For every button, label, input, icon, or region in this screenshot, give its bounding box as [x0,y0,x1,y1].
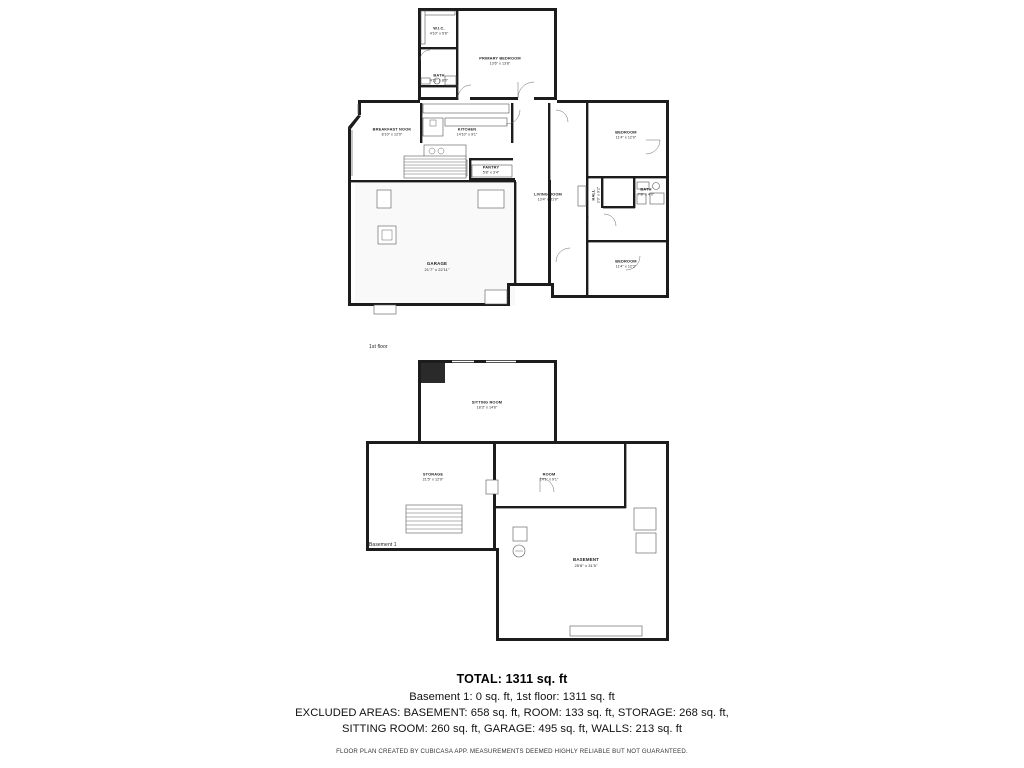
room-label-sitting-room: SITTING ROOM 18'3" x 14'6" [471,399,503,410]
room-label-bath-2: BATH 7'8" x 4'0" [637,186,655,197]
room-label-room: ROOM 14'1" x 9'1" [539,471,559,482]
excluded-areas-line-1: EXCLUDED AREAS: BASEMENT: 658 sq. ft, ROOM: 133 sq. ft, STORAGE: 268 sq. ft, [295,707,729,720]
basement-interiors [366,366,656,636]
credit-text: FLOOR PLAN CREATED BY CUBICASA APP. MEASUREMENTS DEEMED HIGHLY RELIABLE BUT NOT GUARANTEED. [336,747,688,755]
room-label-wic: W.I.C. 4'10" x 5'6" [429,25,449,36]
first-floor-group [348,8,669,314]
room-label-primary-bath: BATH 4'11" x 8'0" [429,72,449,83]
floor-caption-first: 1st floor [369,344,388,350]
room-label-bedroom-1: BEDROOM 11'4" x 12'9" [615,129,637,140]
floor-breakdown: Basement 1: 0 sq. ft, 1st floor: 1311 sq. ft [409,691,615,703]
room-label-hall: HALL 3'3" x 9'2" [590,186,601,204]
room-label-breakfast-nook: BREAKFAST NOOK 8'10" x 12'9" [372,126,412,137]
stairs-basement [406,505,462,533]
room-label-bedroom-2: BEDROOM 11'4" x 12'3" [615,258,637,269]
room-label-pantry: PANTRY 5'8" x 3'4" [482,164,500,175]
room-label-storage: STORAGE 21'5" x 12'9" [422,471,444,482]
excluded-areas-line-2: SITTING ROOM: 260 sq. ft, GARAGE: 495 sq. ft, WALLS: 213 sq. ft [341,723,683,736]
breakfast-nook-window [352,104,358,176]
living-room-fixtures [578,186,586,206]
area-summary [0,672,1024,755]
stairs-first-floor [404,156,466,178]
first-floor-interiors [355,10,660,305]
room-label-living-room: LIVING ROOM 13'4" x 31'0" [534,191,562,202]
room-label-garage: GARAGE 21'7" x 22'11" [424,260,450,272]
floor-caption-basement: Basement 1 [369,542,397,548]
room-label-primary-bedroom: PRIMARY BEDROOM 13'6" x 13'8" [479,55,521,66]
total-area: TOTAL: 1311 sq. ft [456,672,568,686]
basement-group [366,360,669,641]
room-label-basement: BASEMENT 25'8" x 31'5" [572,556,600,568]
room-label-kitchen: KITCHEN 14'10" x 9'1" [456,126,478,137]
